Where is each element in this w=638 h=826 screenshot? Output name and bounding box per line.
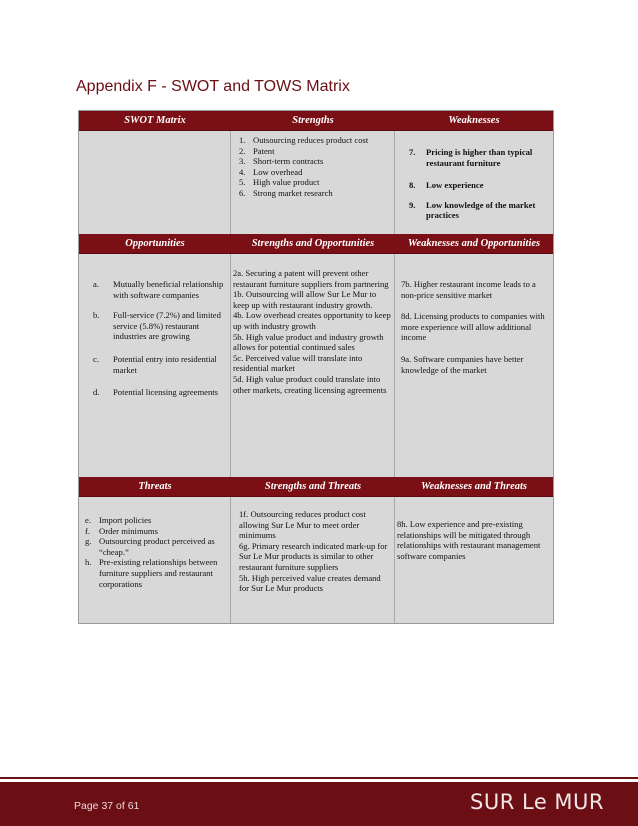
list-item: g. Outsourcing product perceived as “cheap.”: [85, 536, 215, 557]
header-strengths-threats: Strengths and Threats: [231, 477, 395, 497]
header-threats: Threats: [79, 477, 231, 497]
column-divider: [230, 111, 231, 623]
list-item: 2a. Securing a patent will prevent other restaurant furniture suppliers from partnering: [233, 268, 389, 289]
list-item: 2. Patent: [239, 145, 275, 156]
list-item: h. Pre-existing relationships between furniture suppliers and restaurant corporations: [85, 557, 218, 589]
list-item: 1. Outsourcing reduces product cost: [239, 135, 369, 145]
list-item: f. Order minimums: [85, 525, 158, 536]
st-strategies: [239, 509, 391, 594]
wt-strategies: [397, 519, 551, 561]
page-title: Appendix F - SWOT and TOWS Matrix: [76, 78, 350, 95]
list-item: 4. Low overhead: [239, 166, 303, 177]
list-item: b. Full-service (7.2%) and limited service (5.8%) restaurant industries are growing: [93, 310, 221, 342]
header-strengths: Strengths: [231, 111, 395, 131]
list-item: 7. Pricing is higher than typical restaurant furniture: [409, 147, 533, 168]
footer-divider: [0, 777, 638, 779]
list-item: 6. Strong market research: [239, 187, 333, 198]
header-weaknesses-opportunities: Weaknesses and Opportunities: [395, 234, 553, 254]
list-item: 3. Short-term contracts: [239, 156, 324, 167]
list-item: 5c. Perceived value will translate into residential market: [233, 352, 363, 374]
opportunities-list: [93, 279, 227, 398]
swot-tows-matrix: [78, 110, 554, 624]
header-strengths-opportunities: Strengths and Opportunities: [231, 234, 395, 254]
list-item: 5d. High value product could translate into other markets, creating licensing agreements: [233, 373, 387, 395]
list-item: c. Potential entry into residential market: [93, 353, 217, 375]
list-item: d. Potential licensing agreements: [93, 387, 219, 398]
brand-logo: SUR Le MUR: [470, 790, 604, 814]
header-swot-matrix: SWOT Matrix: [79, 111, 231, 131]
page-number: Page 37 of 61: [74, 800, 140, 812]
list-item: 9a. Software companies have better knowledge of the market: [401, 353, 524, 375]
list-item: 8h. Low experience and pre-existing relationships will be mitigated through relationships with restaurant management software companies: [397, 519, 541, 561]
so-strategies: [233, 268, 393, 395]
header-opportunities: Opportunities: [79, 234, 231, 254]
header-weaknesses-threats: Weaknesses and Threats: [395, 477, 553, 497]
list-item: 1f. Outsourcing reduces product cost allowing Sur Le Mur to meet order minimums: [239, 509, 366, 541]
list-item: 7b. Higher restaurant income leads to a non-price sensitive market: [401, 279, 536, 300]
list-item: 4b. Low overhead creates opportunity to keep up with industry growth: [233, 310, 391, 331]
weaknesses-list: [409, 147, 549, 221]
list-item: 5. High value product: [239, 177, 320, 188]
list-item: 1b. Outsourcing will allow Sur Le Mur to keep up with restaurant industry growth.: [233, 289, 377, 310]
list-item: a. Mutually beneficial relationship with software companies: [93, 279, 224, 300]
list-item: 9. Low knowledge of the market practices: [409, 199, 536, 221]
list-item: 5h. High perceived value creates demand for Sur Le Mur products: [239, 572, 381, 594]
wo-strategies: [401, 279, 551, 375]
strengths-list: [239, 135, 389, 199]
list-item: 8. Low experience: [409, 180, 484, 191]
list-item: 5b. High value product and industry growth allows for potential continued sales: [233, 331, 384, 353]
column-divider: [394, 111, 395, 623]
header-weaknesses: Weaknesses: [395, 111, 553, 131]
list-item: 8d. Licensing products to companies with more experience will allow additional income: [401, 311, 545, 343]
list-item: 6g. Primary research indicated mark-up for Sur Le Mur products is similar to other restaurant furniture suppliers: [239, 540, 388, 572]
threats-list: [85, 515, 227, 589]
list-item: e. Import policies: [85, 515, 152, 525]
page-footer: [0, 782, 638, 826]
